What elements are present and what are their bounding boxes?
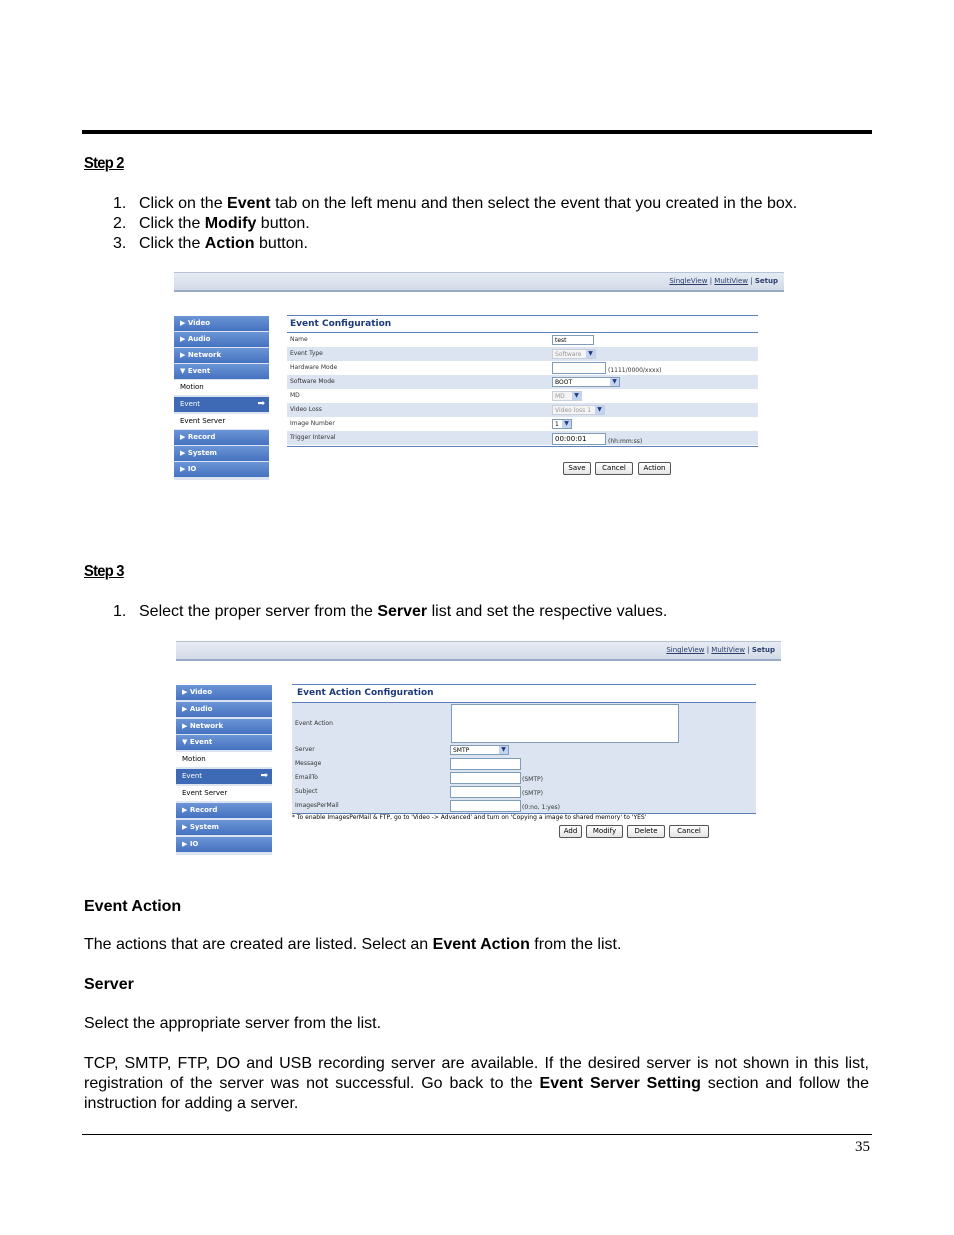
event-action-list[interactable] <box>451 704 679 743</box>
emailto-input[interactable] <box>450 772 521 784</box>
menu-network[interactable]: ▶ Network <box>174 348 269 363</box>
multiview-link[interactable]: MultiView <box>711 646 746 654</box>
modify-button[interactable]: Modify <box>586 825 623 838</box>
menu-motion[interactable]: Motion <box>176 752 272 767</box>
menu-io[interactable]: ▶ IO <box>176 837 272 852</box>
singleview-link[interactable]: SingleView <box>669 277 708 285</box>
config-title: Event Configuration <box>290 319 392 329</box>
message-input[interactable] <box>450 758 521 770</box>
server-paragraph-2: TCP, SMTP, FTP, DO and USB recording server are available. If the desired server is not shown in this list, registration of the server was not successful. Go back to the Event Server Setting section and follow the instruction for adding a server. <box>84 1055 869 1112</box>
side-menu <box>176 685 272 855</box>
top-rule <box>82 130 872 134</box>
row-emailto: EmailTo <box>295 774 318 781</box>
row-trigger-interval: Trigger Interval <box>287 431 758 445</box>
menu-event-sub[interactable]: Event ➡ <box>176 769 272 784</box>
bottom-rule <box>82 1134 872 1135</box>
menu-event[interactable]: ▼ Event <box>174 364 269 379</box>
setup-link[interactable]: Setup <box>754 277 778 285</box>
row-server: Server <box>295 746 315 753</box>
name-input[interactable]: test <box>552 335 594 345</box>
cancel-button[interactable]: Cancel <box>669 825 709 838</box>
singleview-link[interactable]: SingleView <box>666 646 705 654</box>
subject-hint: (SMTP) <box>522 790 543 797</box>
subject-input[interactable] <box>450 786 521 798</box>
event-action-paragraph: The actions that are created are listed. Select an Event Action from the list. <box>84 936 622 953</box>
row-video-loss: Video Loss <box>287 403 758 417</box>
menu-audio[interactable]: ▶ Audio <box>174 332 269 347</box>
add-button[interactable]: Add <box>559 825 582 838</box>
trigger-interval-input[interactable]: 00:00:01 <box>552 433 606 445</box>
page-number: 35 <box>855 1139 870 1155</box>
menu-system[interactable]: ▶ System <box>174 446 269 461</box>
row-hardware-mode: Hardware Mode <box>290 364 338 371</box>
server-paragraph-1: Select the appropriate server from the list. <box>84 1015 382 1032</box>
menu-event[interactable]: ▼ Event <box>176 735 272 750</box>
top-nav: SingleView | MultiView | Setup <box>666 646 775 654</box>
menu-audio[interactable]: ▶ Audio <box>176 702 272 717</box>
md-select[interactable]: MD ▼ <box>552 391 582 401</box>
event-type-select[interactable]: Software ▼ <box>552 349 596 359</box>
event-action-heading: Event Action <box>84 898 182 915</box>
step2-heading: Step 2 <box>84 155 124 172</box>
hardware-mode-hint: (1111/0000/xxxx) <box>608 367 662 374</box>
server-select[interactable]: SMTP ▼ <box>450 745 509 755</box>
menu-network[interactable]: ▶ Network <box>176 719 272 734</box>
chevron-down-icon: ▼ <box>499 746 508 754</box>
menu-event-server[interactable]: Event Server <box>176 786 272 801</box>
row-images-per-mail: ImagesPerMail <box>295 802 339 809</box>
step2-list <box>82 194 797 254</box>
top-nav-bar <box>174 272 784 292</box>
setup-link[interactable]: Setup <box>751 646 775 654</box>
top-nav-bar <box>176 641 781 661</box>
menu-video[interactable]: ▶ Video <box>174 316 269 331</box>
step3-list <box>82 602 667 622</box>
step3-heading: Step 3 <box>84 563 124 580</box>
server-heading: Server <box>84 976 134 993</box>
menu-event-sub[interactable]: Event ➡ <box>174 397 269 412</box>
chevron-down-icon: ▼ <box>572 392 581 400</box>
action-button[interactable]: Action <box>638 462 671 475</box>
row-name: Name <box>290 336 308 343</box>
menu-io[interactable]: ▶ IO <box>174 462 269 477</box>
chevron-down-icon: ▼ <box>562 420 571 428</box>
image-number-select[interactable]: 1 ▼ <box>552 419 572 429</box>
images-per-mail-input[interactable] <box>450 800 521 812</box>
config-title: Event Action Configuration <box>297 688 434 698</box>
list-item: 3. Click the Action button. <box>113 235 308 252</box>
row-event-action: Event Action <box>295 720 333 727</box>
trigger-interval-hint: (hh:mm:ss) <box>608 438 643 445</box>
menu-video[interactable]: ▶ Video <box>176 685 272 700</box>
cancel-button[interactable]: Cancel <box>595 462 633 475</box>
delete-button[interactable]: Delete <box>627 825 665 838</box>
row-subject: Subject <box>295 788 318 795</box>
hardware-mode-input[interactable] <box>552 362 606 374</box>
menu-record[interactable]: ▶ Record <box>174 430 269 445</box>
menu-event-server[interactable]: Event Server <box>174 414 269 429</box>
row-event-type: Event Type <box>287 347 758 361</box>
side-menu <box>174 316 269 480</box>
arrow-right-icon: ➡ <box>257 399 265 409</box>
menu-system[interactable]: ▶ System <box>176 820 272 835</box>
software-mode-select[interactable]: BOOT ▼ <box>552 377 620 387</box>
chevron-down-icon: ▼ <box>586 350 595 358</box>
menu-record[interactable]: ▶ Record <box>176 803 272 818</box>
row-message: Message <box>295 760 322 767</box>
arrow-right-icon: ➡ <box>260 771 268 781</box>
save-button[interactable]: Save <box>563 462 591 475</box>
images-per-mail-hint: (0:no, 1:yes) <box>522 804 561 811</box>
list-item: 2. Click the Modify button. <box>113 215 310 232</box>
emailto-hint: (SMTP) <box>522 776 543 783</box>
event-action-configuration-screenshot <box>176 641 781 857</box>
list-item: 1. Select the proper server from the Server list and set the respective values. <box>113 603 668 620</box>
multiview-link[interactable]: MultiView <box>714 277 749 285</box>
video-loss-select[interactable]: Video loss 1 ▼ <box>552 405 605 415</box>
images-per-mail-note: * To enable ImagesPerMail & FTP, go to 'Video -> Advanced' and turn on 'Copying a image to shared memory' to 'YES' <box>292 814 647 821</box>
list-item: 1. Click on the Event tab on the left menu and then select the event that you created in the box. <box>113 195 798 212</box>
chevron-down-icon: ▼ <box>610 378 619 386</box>
row-software-mode: Software Mode <box>287 375 758 389</box>
row-image-number: Image Number <box>290 420 335 427</box>
menu-motion[interactable]: Motion <box>174 380 269 395</box>
row-md: MD <box>290 392 300 399</box>
top-nav: SingleView | MultiView | Setup <box>669 277 778 285</box>
chevron-down-icon: ▼ <box>595 406 604 414</box>
event-configuration-screenshot <box>174 272 784 484</box>
